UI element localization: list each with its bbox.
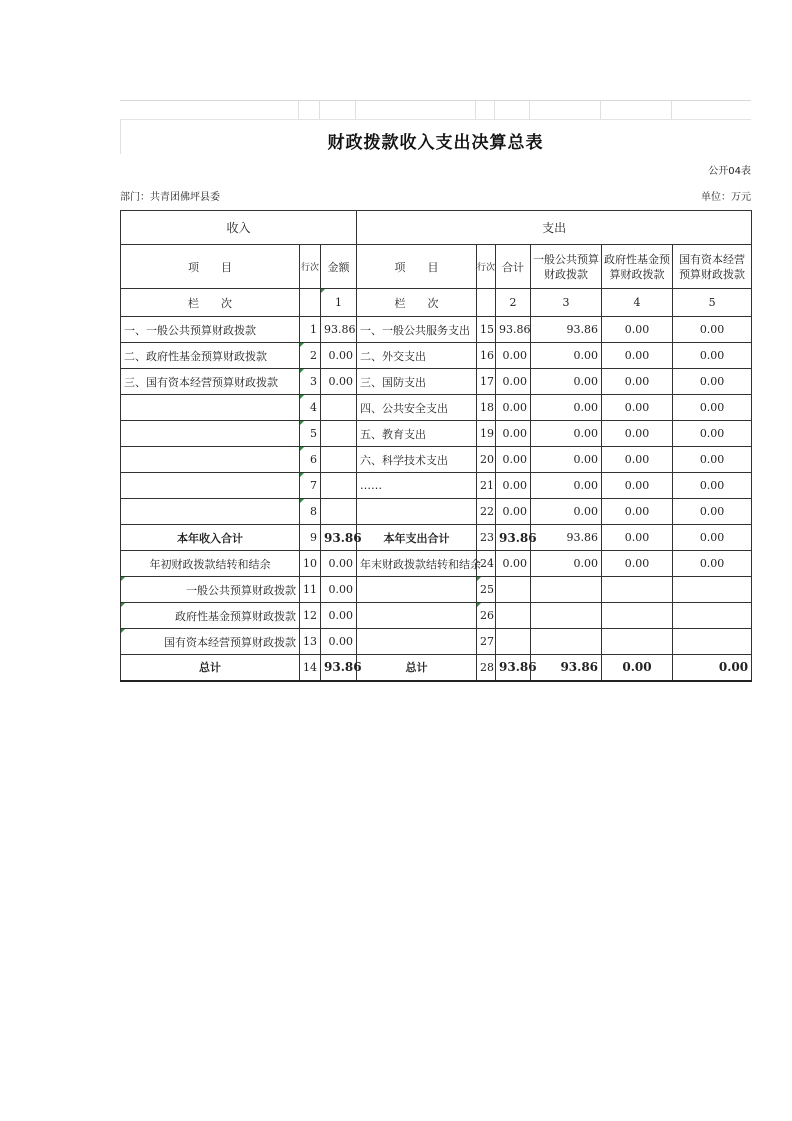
table-row [121,551,752,577]
expense-item: 六、科学技术支出 [357,447,477,473]
state-capital-amount [673,603,752,629]
income-row-number: 4 [300,395,321,421]
fund-budget-amount: 0.00 [602,473,673,499]
header-row-columns [121,245,752,289]
income-row-number: 14 [300,655,321,681]
expense-total [496,629,531,655]
fund-budget-amount: 0.00 [602,655,673,681]
expense-row-number: 28 [477,655,496,681]
state-capital-amount: 0.00 [673,655,752,681]
expense-row-number: 26 [477,603,496,629]
expense-total: 93.86 [496,317,531,343]
expense-item: 年末财政拨款结转和结余 [357,551,477,577]
expense-row-number: 21 [477,473,496,499]
income-item: 国有资本经营预算财政拨款 [121,629,300,655]
expense-row-number: 27 [477,629,496,655]
income-item: 本年收入合计 [121,525,300,551]
expense-item: 本年支出合计 [357,525,477,551]
fund-budget-amount: 0.00 [602,317,673,343]
expense-item: 总计 [357,655,477,681]
income-amount [321,421,357,447]
income-item: 二、政府性基金预算财政拨款 [121,343,300,369]
income-item [121,447,300,473]
income-amount: 0.00 [321,551,357,577]
general-budget-amount: 0.00 [531,343,602,369]
table-row [121,577,752,603]
table-row [121,395,752,421]
general-budget-amount [531,577,602,603]
income-amount [321,499,357,525]
income-row-number: 6 [300,447,321,473]
state-capital-header: 国有资本经营预算财政拨款 [673,245,752,289]
income-amount: 0.00 [321,603,357,629]
income-row-number: 5 [300,421,321,447]
table-row [121,629,752,655]
expense-item: 一、一般公共服务支出 [357,317,477,343]
income-item-header: 项 目 [121,245,300,289]
general-budget-amount: 0.00 [531,447,602,473]
document-number: 公开04表 [708,166,751,177]
column-index-2: 2 [496,289,531,317]
income-item: 政府性基金预算财政拨款 [121,603,300,629]
column-index-1: 1 [321,289,357,317]
expense-total: 0.00 [496,473,531,499]
general-budget-amount: 0.00 [531,499,602,525]
general-budget-amount: 93.86 [531,317,602,343]
state-capital-amount: 0.00 [673,473,752,499]
state-capital-amount [673,629,752,655]
income-amount: 93.86 [321,317,357,343]
expense-total [496,603,531,629]
table-row [121,369,752,395]
income-lanci-label: 栏 次 [121,289,300,317]
expense-total: 93.86 [496,525,531,551]
income-row-number: 1 [300,317,321,343]
expense-total: 93.86 [496,655,531,681]
income-amount [321,395,357,421]
state-capital-amount: 0.00 [673,551,752,577]
expense-total: 0.00 [496,499,531,525]
spreadsheet-grid-top [120,100,751,120]
expense-row-number: 20 [477,447,496,473]
income-item [121,395,300,421]
general-budget-amount: 0.00 [531,369,602,395]
expense-total: 0.00 [496,447,531,473]
table-row [121,499,752,525]
column-index-4: 4 [602,289,673,317]
expense-row-number: 16 [477,343,496,369]
fund-budget-amount: 0.00 [602,369,673,395]
column-index-5: 5 [673,289,752,317]
header-row-sections [121,211,752,245]
general-budget-amount: 0.00 [531,473,602,499]
financial-summary-table [120,210,752,682]
expense-row-no-header: 行次 [477,245,496,289]
expense-item-header: 项 目 [357,245,477,289]
table-row [121,525,752,551]
general-budget-header: 一般公共预算财政拨款 [531,245,602,289]
income-row-number: 13 [300,629,321,655]
fund-budget-amount: 0.00 [602,395,673,421]
general-budget-amount: 93.86 [531,525,602,551]
table-row [121,603,752,629]
expense-row-number: 24 [477,551,496,577]
expense-total [496,577,531,603]
column-index-3: 3 [531,289,602,317]
fund-budget-amount [602,577,673,603]
fund-budget-amount [602,629,673,655]
state-capital-amount: 0.00 [673,343,752,369]
income-amount-header: 金额 [321,245,357,289]
income-item: 总计 [121,655,300,681]
general-budget-amount: 0.00 [531,551,602,577]
expense-item: 三、国防支出 [357,369,477,395]
income-item [121,499,300,525]
expense-lanci-label: 栏 次 [357,289,477,317]
expense-total: 0.00 [496,369,531,395]
expense-item: 四、公共安全支出 [357,395,477,421]
table-row [121,447,752,473]
general-budget-amount: 0.00 [531,421,602,447]
income-amount: 93.86 [321,525,357,551]
income-header: 收入 [121,211,357,245]
fund-budget-header: 政府性基金预算财政拨款 [602,245,673,289]
state-capital-amount: 0.00 [673,525,752,551]
income-row-number: 8 [300,499,321,525]
expense-item: …… [357,473,477,499]
state-capital-amount [673,577,752,603]
general-budget-amount [531,629,602,655]
income-row-number: 12 [300,603,321,629]
fund-budget-amount: 0.00 [602,551,673,577]
income-row-number: 2 [300,343,321,369]
income-item: 三、国有资本经营预算财政拨款 [121,369,300,395]
expense-item [357,603,477,629]
income-amount [321,447,357,473]
income-item: 一、一般公共预算财政拨款 [121,317,300,343]
page-title: 财政拨款收入支出决算总表 [327,133,544,153]
expense-item: 五、教育支出 [357,421,477,447]
income-amount: 0.00 [321,629,357,655]
income-item [121,473,300,499]
general-budget-amount: 93.86 [531,655,602,681]
table-row [121,473,752,499]
expense-row-number: 22 [477,499,496,525]
income-amount: 0.00 [321,369,357,395]
income-amount: 93.86 [321,655,357,681]
income-amount: 0.00 [321,343,357,369]
expense-total: 0.00 [496,421,531,447]
income-lanci-empty [300,289,321,317]
expense-row-number: 15 [477,317,496,343]
expense-item [357,629,477,655]
income-item [121,421,300,447]
general-budget-amount: 0.00 [531,395,602,421]
expense-item: 二、外交支出 [357,343,477,369]
income-amount: 0.00 [321,577,357,603]
unit-label: 单位：万元 [701,192,751,203]
expense-lanci-empty [477,289,496,317]
expense-row-number: 25 [477,577,496,603]
income-amount [321,473,357,499]
expense-row-number: 19 [477,421,496,447]
state-capital-amount: 0.00 [673,499,752,525]
fund-budget-amount [602,603,673,629]
fund-budget-amount: 0.00 [602,525,673,551]
state-capital-amount: 0.00 [673,369,752,395]
expense-row-number: 17 [477,369,496,395]
expense-row-number: 18 [477,395,496,421]
expense-total: 0.00 [496,395,531,421]
fund-budget-amount: 0.00 [602,343,673,369]
expense-item [357,577,477,603]
income-item: 一般公共预算财政拨款 [121,577,300,603]
table-row [121,317,752,343]
expense-header: 支出 [357,211,752,245]
table-row [121,343,752,369]
fund-budget-amount: 0.00 [602,447,673,473]
expense-total-header: 合计 [496,245,531,289]
fund-budget-amount: 0.00 [602,499,673,525]
general-budget-amount [531,603,602,629]
table-row [121,421,752,447]
department-label: 部门：共青团佛坪县委 [120,192,220,203]
expense-row-number: 23 [477,525,496,551]
table-row [121,655,752,681]
state-capital-amount: 0.00 [673,447,752,473]
income-row-number: 3 [300,369,321,395]
state-capital-amount: 0.00 [673,395,752,421]
income-item: 年初财政拨款结转和结余 [121,551,300,577]
income-row-number: 10 [300,551,321,577]
income-row-number: 11 [300,577,321,603]
state-capital-amount: 0.00 [673,317,752,343]
expense-total: 0.00 [496,551,531,577]
income-row-no-header: 行次 [300,245,321,289]
fund-budget-amount: 0.00 [602,421,673,447]
income-row-number: 9 [300,525,321,551]
header-row-index [121,289,752,317]
income-row-number: 7 [300,473,321,499]
expense-total: 0.00 [496,343,531,369]
state-capital-amount: 0.00 [673,421,752,447]
expense-item [357,499,477,525]
